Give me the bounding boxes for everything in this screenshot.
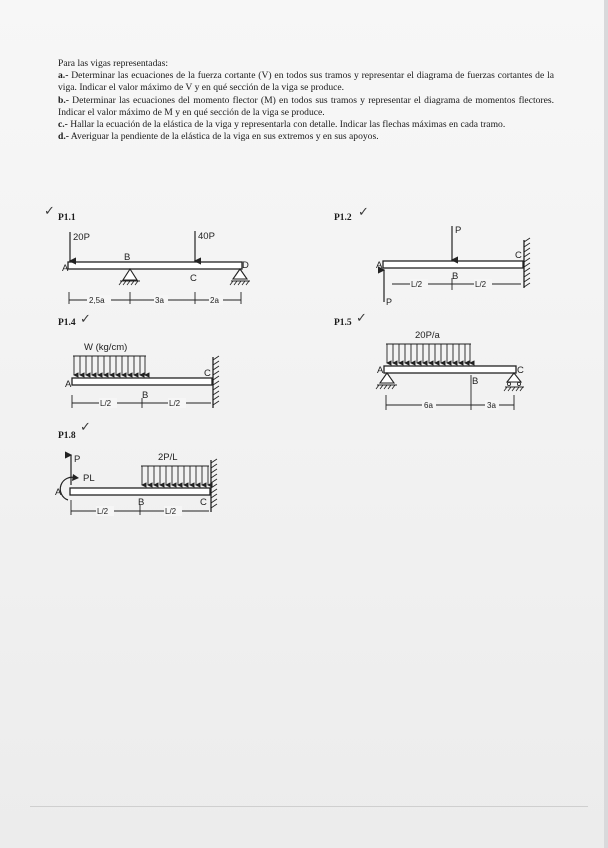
label-c: C (200, 497, 207, 508)
label-c: C (515, 250, 522, 261)
label-a: A (55, 487, 62, 498)
dim-3a: 3a (155, 296, 164, 305)
label-20p: 20P (73, 232, 90, 243)
check-mark-icon: ✓ (80, 312, 91, 327)
dim-l2-second: L/2 (475, 280, 487, 289)
label-c: C (204, 368, 211, 379)
dim-6a: 6a (424, 401, 433, 410)
label-p-load: P (455, 225, 462, 236)
label-a: A (65, 379, 72, 390)
label-p: P (74, 454, 81, 465)
intro-text: Para las vigas representadas: (58, 58, 169, 69)
item-b-key: b.- (58, 94, 69, 106)
label-c: C (517, 365, 524, 376)
item-c-key: c.- (58, 119, 68, 131)
label-b: B (452, 271, 459, 282)
distributed-load-p18 (142, 466, 208, 485)
label-b: B (138, 497, 145, 508)
dim-l2-first: L/2 (411, 280, 423, 289)
item-d-text: Averiguar la pendiente de la elástica de la viga en sus extremos y en sus apoyos. (68, 131, 379, 143)
item-c-text: Hallar la ecuación de la elástica de la viga y representarla con detalle. Indicar las flechas máximas en cada tramo. (67, 119, 506, 131)
label-40p: 40P (198, 231, 215, 242)
dim-l2-second: L/2 (165, 507, 177, 516)
label-b: B (124, 252, 131, 263)
label-b: B (472, 376, 479, 387)
beam-p18 (70, 488, 210, 495)
dim-2a: 2a (210, 296, 219, 305)
label-pl: PL (83, 473, 95, 484)
label-d: D (242, 260, 249, 271)
dim-l2-second: L/2 (169, 399, 181, 408)
item-b-text: Determinar las ecuaciones del momento flector (M) en todos sus tramos y representar el diagrama de momentos flectores. Indicar el valor máximo de M y en qué sección de la viga se produce. (58, 94, 554, 118)
label-c: C (190, 273, 197, 284)
dim-l2-first: L/2 (100, 399, 112, 408)
item-a-key: a.- (58, 70, 69, 82)
label-p-reaction: P (386, 297, 393, 307)
label-w: W (kg/cm) (84, 342, 128, 353)
check-mark-icon: ✓ (356, 311, 367, 326)
dim-2-5a: 2,5a (89, 296, 105, 305)
problem-title-p12: P1.2 (334, 213, 352, 223)
problem-title-p14: P1.4 (58, 318, 76, 328)
problem-title-p18: P1.8 (58, 431, 76, 441)
dim-l2-first: L/2 (97, 507, 109, 516)
dim-3a: 3a (487, 401, 496, 410)
label-a: A (376, 260, 383, 271)
problem-title-p11: P1.1 (58, 213, 76, 223)
label-a: A (62, 263, 69, 274)
item-a-text: Determinar las ecuaciones de la fuerza cortante (V) en todos sus tramos y representar el diagrama de fuerzas cortantes de la viga. Indicar el valor máximo de V y en qué sección de la viga se produce. (58, 70, 554, 94)
check-mark-icon: ✓ (44, 204, 55, 219)
label-a: A (377, 365, 384, 376)
label-20p-a: 20P/a (415, 330, 440, 341)
label-b: B (142, 390, 149, 401)
check-mark-icon: ✓ (358, 205, 369, 220)
check-mark-icon: ✓ (80, 420, 91, 435)
problem-title-p15: P1.5 (334, 318, 352, 328)
item-d-key: d.- (58, 131, 69, 143)
label-2p-l: 2P/L (158, 452, 178, 463)
